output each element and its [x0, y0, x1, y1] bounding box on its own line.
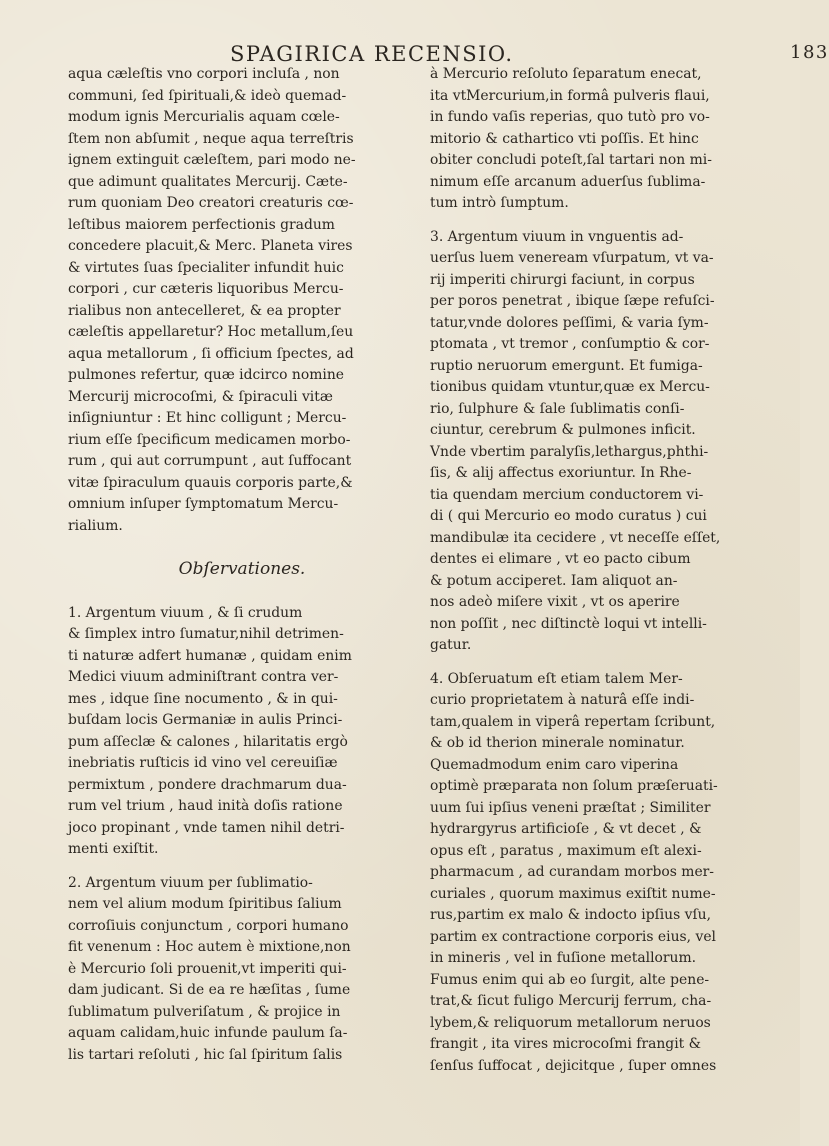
- text-line: è Mercurio ſoli prouenit,vt imperiti qui-: [68, 960, 347, 977]
- text-line: Vnde vbertim paralyſis,lethargus,phthi-: [430, 443, 709, 460]
- text-line: omnium inſuper ſymptomatum Mercu-: [68, 496, 339, 512]
- text-line: communi, ſed ſpirituali,& ideò quemad-: [68, 87, 347, 104]
- text-line: gatur.: [430, 637, 472, 653]
- text-line: ignem extinguit cæleſtem, pari modo ne-: [68, 152, 356, 168]
- text-line: Fumus enim qui ab eo ſurgit, alte pene-: [430, 971, 710, 988]
- text-line: corpori , cur cæteris liquoribus Mercu-: [68, 281, 344, 297]
- text-line: opus eſt , paratus , maximum eſt alexi-: [430, 842, 702, 859]
- observation-3: [430, 227, 778, 657]
- text-line: tam,qualem in viperâ repertam ſcribunt,: [430, 713, 716, 730]
- text-line: permixtum , pondere drachmarum dua-: [68, 776, 347, 793]
- text-line: curiales , quorum maximus exiſtit nume-: [430, 885, 716, 902]
- text-line: aqua cæleſtis vno corpori incluſa , non: [68, 66, 340, 82]
- text-line: que adimunt qualitates Mercurij. Cæte-: [68, 173, 348, 190]
- text-line: 4. Obſeruatum eſt etiam talem Mer-: [430, 670, 683, 687]
- text-line: uerſus luem veneream vſurpatum, vt va-: [430, 250, 714, 266]
- text-line: tionibus quidam vtuntur,quæ ex Mercu-: [430, 379, 710, 395]
- text-line: optimè præparata non ſolum præſeruati-: [430, 778, 718, 794]
- text-line: trat,& ſicut fuligo Mercurij ferrum, cha-: [430, 993, 712, 1009]
- text-line: nos adeò miſere vixit , vt os aperire: [430, 594, 680, 610]
- text-line: mitorio & cathartico vti poſſis. Et hinc: [430, 130, 699, 147]
- text-line: vitæ ſpiraculum quauis corporis parte,&: [68, 474, 353, 491]
- page-number: 183: [790, 42, 829, 63]
- text-line: ti naturæ adfert humanæ , quidam enim: [68, 647, 352, 664]
- observation-2: [68, 873, 416, 1067]
- text-line: per poros penetrat , ibique ſæpe refuſci-: [430, 293, 715, 309]
- text-line: 1. Argentum viuum , & ſi crudum: [68, 604, 303, 621]
- text-line: cæleſtis appellaretur? Hoc metallum,ſeu: [68, 324, 354, 340]
- right-paragraph-continuation: [430, 64, 778, 215]
- running-title: SPAGIRICA RECENSIO.: [230, 42, 514, 66]
- text-line: rio, ſulphure & ſale ſublimatis conſi-: [430, 400, 685, 417]
- text-line: modum ignis Mercurialis aquam cœle-: [68, 109, 340, 125]
- text-line: rus,partim ex malo & indocto ipſius vſu,: [430, 907, 712, 923]
- text-line: ſenſus ſuffocat , dejicitque , ſuper omnes: [430, 1057, 717, 1074]
- text-line: & ſimplex intro ſumatur,nihil detrimen-: [68, 626, 344, 642]
- text-line: joco propinant , vnde tamen nihil detri-: [68, 819, 345, 836]
- text-line: pum aſſeclæ & calones , hilaritatis ergò: [68, 733, 348, 750]
- text-line: rum quoniam Deo creatori creaturis cœ-: [68, 195, 354, 211]
- text-line: curio proprietatem à naturâ eſſe indi-: [430, 692, 695, 708]
- text-line: di ( qui Mercurio eo modo curatus ) cui: [430, 508, 707, 524]
- text-line: frangit , ita vires microcoſmi frangit &: [430, 1036, 702, 1052]
- text-line: inebriatis ruſticis id vino vel cereuiſiæ: [68, 755, 338, 771]
- text-line: in mineris , vel in fuſione metallorum.: [430, 950, 697, 966]
- text-line: à Mercurio reſoluto ſeparatum enecat,: [430, 66, 702, 82]
- text-line: menti exiſtit.: [68, 841, 159, 857]
- text-line: ita vtMercurium,in formâ pulveris flaui,: [430, 87, 710, 104]
- text-line: rij imperiti chirurgi faciunt, in corpus: [430, 271, 695, 288]
- text-line: Quemadmodum enim caro viperina: [430, 756, 679, 773]
- text-line: hydrargyrus artificioſe , & vt decet , &: [430, 821, 702, 837]
- text-line: tia quendam mercium conductorem vi-: [430, 486, 704, 503]
- text-line: obiter concludi poteſt,ſal tartari non mi-: [430, 152, 712, 168]
- text-line: 2. Argentum viuum per ſublimatio-: [68, 874, 313, 891]
- text-line: ſublimatum pulveriſatum , & projice in: [68, 1003, 341, 1020]
- text-line: pulmones refertur, quæ idcirco nomine: [68, 367, 345, 383]
- text-line: ſtem non abſumit , neque aqua terreſtris: [68, 130, 354, 147]
- text-line: buſdam locis Germaniæ in aulis Princi-: [68, 712, 343, 728]
- text-line: dam judicant. Si de ea re hæſitas , ſume: [68, 982, 351, 998]
- text-line: fit venenum : Hoc autem è mixtione,non: [68, 939, 351, 955]
- text-line: nem vel alium modum ſpiritibus ſalium: [68, 896, 342, 912]
- text-line: uum ſui ipſius veneni præſtat ; Similiter: [430, 799, 711, 816]
- text-line: aquam calidam,huic infunde paulum ſa-: [68, 1025, 348, 1041]
- left-column: [68, 64, 416, 1066]
- text-line: ciuntur, cerebrum & pulmones inficit.: [430, 422, 696, 438]
- text-line: rum , qui aut corrumpunt , aut ſuffocant: [68, 453, 352, 469]
- text-line: tatur,vnde dolores peſſimi, & varia ſym-: [430, 314, 709, 331]
- section-title: Obſervationes.: [178, 559, 306, 579]
- left-paragraph-intro: [68, 64, 416, 537]
- text-line: aqua metallorum , ſi officium ſpectes, ad: [68, 345, 354, 362]
- text-line: mes , idque ſine nocumento , & in qui-: [68, 690, 338, 707]
- text-line: partim ex contractione corporis eius, vel: [430, 928, 716, 945]
- text-line: concedere placuit,& Merc. Planeta vires: [68, 238, 353, 254]
- text-line: non poſſit , nec diſtinctè loqui vt intelli-: [430, 615, 707, 632]
- text-line: dentes ei elimare , vt eo pacto cibum: [430, 551, 691, 567]
- text-line: ruptio neruorum emergunt. Et fumiga-: [430, 357, 703, 374]
- text-line: nimum eſſe arcanum aduerſus ſublima-: [430, 173, 706, 190]
- text-line: leſtibus maiorem perfectionis gradum: [68, 216, 335, 233]
- text-line: rialium.: [68, 517, 123, 534]
- text-line: & virtutes ſuas ſpecialiter infundit huic: [68, 259, 344, 276]
- text-line: ptomata , vt tremor , conſumptio & cor-: [430, 336, 710, 352]
- text-line: pharmacum , ad curandam morbos mer-: [430, 864, 714, 880]
- text-line: lybem,& reliquorum metallorum neruos: [430, 1014, 711, 1031]
- text-line: corroſiuis conjunctum , corpori humano: [68, 917, 349, 934]
- text-line: tum intrò ſumptum.: [430, 195, 569, 211]
- text-line: rium eſſe ſpecificum medicamen morbo-: [68, 431, 351, 448]
- observation-1: [68, 603, 416, 861]
- text-line: in fundo vaſis reperias, quo tutò pro vo-: [430, 109, 710, 125]
- text-line: rum vel trium , haud inità doſis ratione: [68, 798, 343, 814]
- text-line: Medici viuum adminiſtrant contra ver-: [68, 669, 339, 685]
- text-line: Mercurij microcoſmi, & ſpiraculi vitæ: [68, 388, 333, 405]
- observation-4: [430, 669, 778, 1078]
- text-line: ſis, & alij affectus exoriuntur. In Rhe-: [430, 465, 692, 481]
- text-line: & potum acciperet. Iam aliquot an-: [430, 572, 678, 589]
- text-line: & ob id therion minerale nominatur.: [430, 735, 685, 751]
- text-line: mandibulæ ita cecidere , vt neceſſe eſſet,: [430, 529, 721, 546]
- right-column: [430, 64, 778, 1077]
- text-line: lis tartari reſoluti , hic ſal ſpiritum ſalis: [68, 1046, 343, 1063]
- text-line: rialibus non antecelleret, & ea propter: [68, 302, 341, 319]
- text-line: 3. Argentum viuum in vnguentis ad-: [430, 228, 684, 245]
- text-line: inſigniuntur : Et hinc colligunt ; Mercu-: [68, 410, 347, 426]
